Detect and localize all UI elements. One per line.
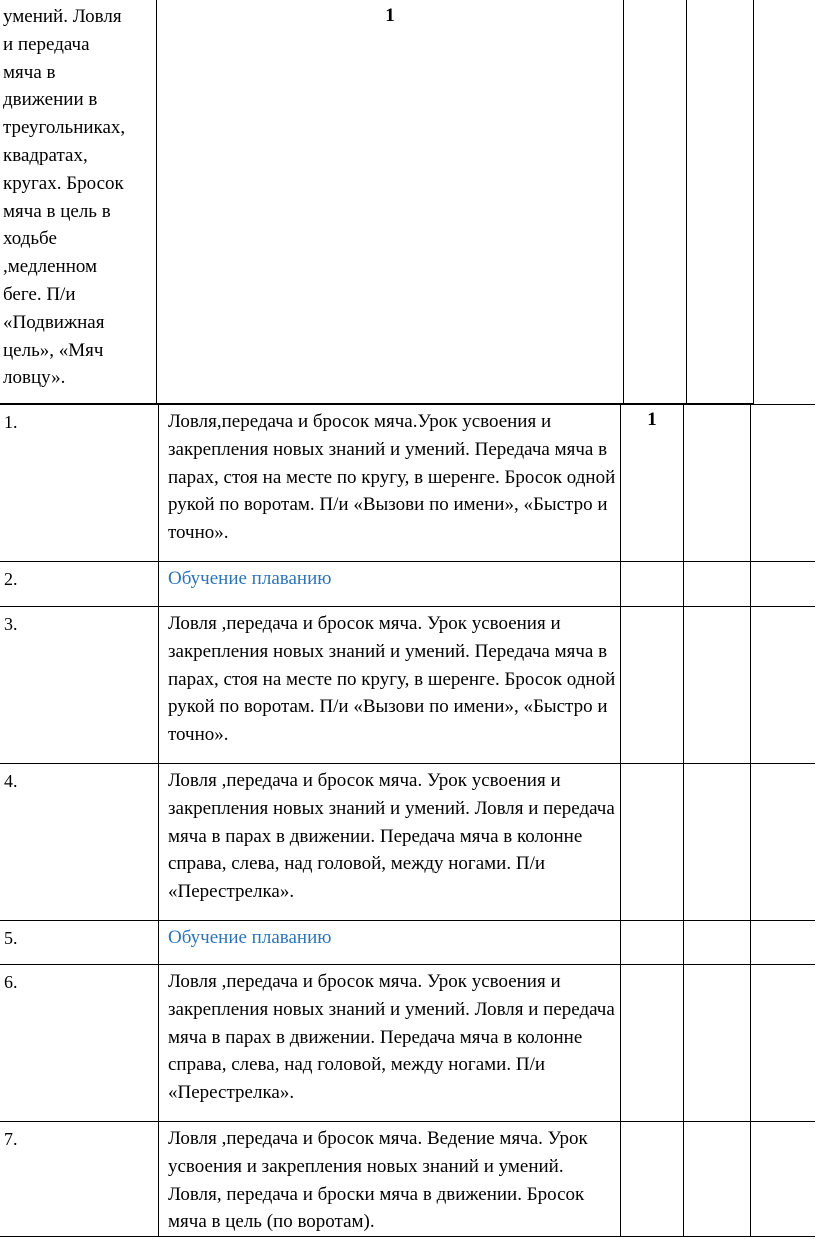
- lesson-number: 6.: [0, 965, 159, 1122]
- table-row: [0, 921, 815, 965]
- table-row: [0, 764, 815, 921]
- lesson-number: 3.: [0, 607, 159, 764]
- swimming-lesson-label: Обучение плаванию: [159, 921, 621, 965]
- lesson-number: 2.: [0, 562, 159, 607]
- hours-value: [621, 921, 684, 965]
- table-row: [0, 607, 815, 764]
- empty-cell: [624, 0, 687, 404]
- hours-value: [621, 562, 684, 607]
- table-row: [0, 405, 815, 562]
- hours-value: 1: [621, 405, 684, 562]
- hours-value: [621, 965, 684, 1122]
- table-row: [0, 965, 815, 1122]
- empty-cell: [684, 607, 751, 764]
- continuation-table: [0, 0, 754, 404]
- hours-value: [621, 1122, 684, 1237]
- empty-cell: [751, 405, 816, 562]
- swimming-lesson-label: Обучение плаванию: [159, 562, 621, 607]
- hours-value: [621, 764, 684, 921]
- empty-cell: [751, 1122, 816, 1237]
- lesson-description-cell: [0, 0, 157, 404]
- table-row: [0, 562, 815, 607]
- lesson-number: 1.: [0, 405, 159, 562]
- empty-cell: [751, 965, 816, 1122]
- lesson-description: Ловля ,передача и бросок мяча. Ведение мяча. Урок усвоения и закрепления новых знаний и умений. Ловля, передача и броски мяча в движении. Бросок мяча в цель (по воротам).: [159, 1122, 621, 1237]
- lesson-number: 5.: [0, 921, 159, 965]
- lesson-description: Ловля ,передача и бросок мяча. Урок усвоения и закрепления новых знаний и умений. Передача мяча в парах, стоя на месте по кругу, в шеренге. Бросок одной рукой по воротам. П/и «Вызови по имени», «Быстро и точно».: [159, 607, 621, 764]
- lesson-description: Ловля,передача и бросок мяча.Урок усвоения и закрепления новых знаний и умений. Передача мяча в парах, стоя на месте по кругу, в шеренге. Бросок одной рукой по воротам. П/и «Вызови по имени», «Быстро и точно».: [159, 405, 621, 562]
- empty-cell: [684, 965, 751, 1122]
- empty-cell: [751, 764, 816, 921]
- table-row: [0, 1122, 815, 1237]
- empty-cell: [684, 921, 751, 965]
- hours-value: [621, 607, 684, 764]
- hours-value: 1: [385, 5, 395, 26]
- table-row: [0, 0, 754, 404]
- lesson-description: умений. Ловля и передача мяча в движении в треугольниках, квадратах, кругах. Бросок мяча в цель в ходьбе ,медленном беге. П/и «Подвижная цель», «Мяч ловцу».: [3, 6, 126, 389]
- lessons-table: [0, 404, 815, 1237]
- empty-cell: [751, 607, 816, 764]
- empty-cell: [751, 562, 816, 607]
- empty-cell: [751, 921, 816, 965]
- empty-cell: [687, 0, 754, 404]
- lesson-number: 4.: [0, 764, 159, 921]
- lesson-description: Ловля ,передача и бросок мяча. Урок усвоения и закрепления новых знаний и умений. Ловля и передача мяча в парах в движении. Передача мяча в колонне справа, слева, над головой, между ногами. П/и «Перестрелка».: [159, 764, 621, 921]
- empty-cell: [684, 405, 751, 562]
- lesson-description: Ловля ,передача и бросок мяча. Урок усвоения и закрепления новых знаний и умений. Ловля и передача мяча в парах в движении. Передача мяча в колонне справа, слева, над головой, между ногами. П/и «Перестрелка».: [159, 965, 621, 1122]
- hours-cell: [157, 0, 624, 404]
- empty-cell: [684, 764, 751, 921]
- empty-cell: [684, 562, 751, 607]
- lesson-number: 7.: [0, 1122, 159, 1237]
- empty-cell: [684, 1122, 751, 1237]
